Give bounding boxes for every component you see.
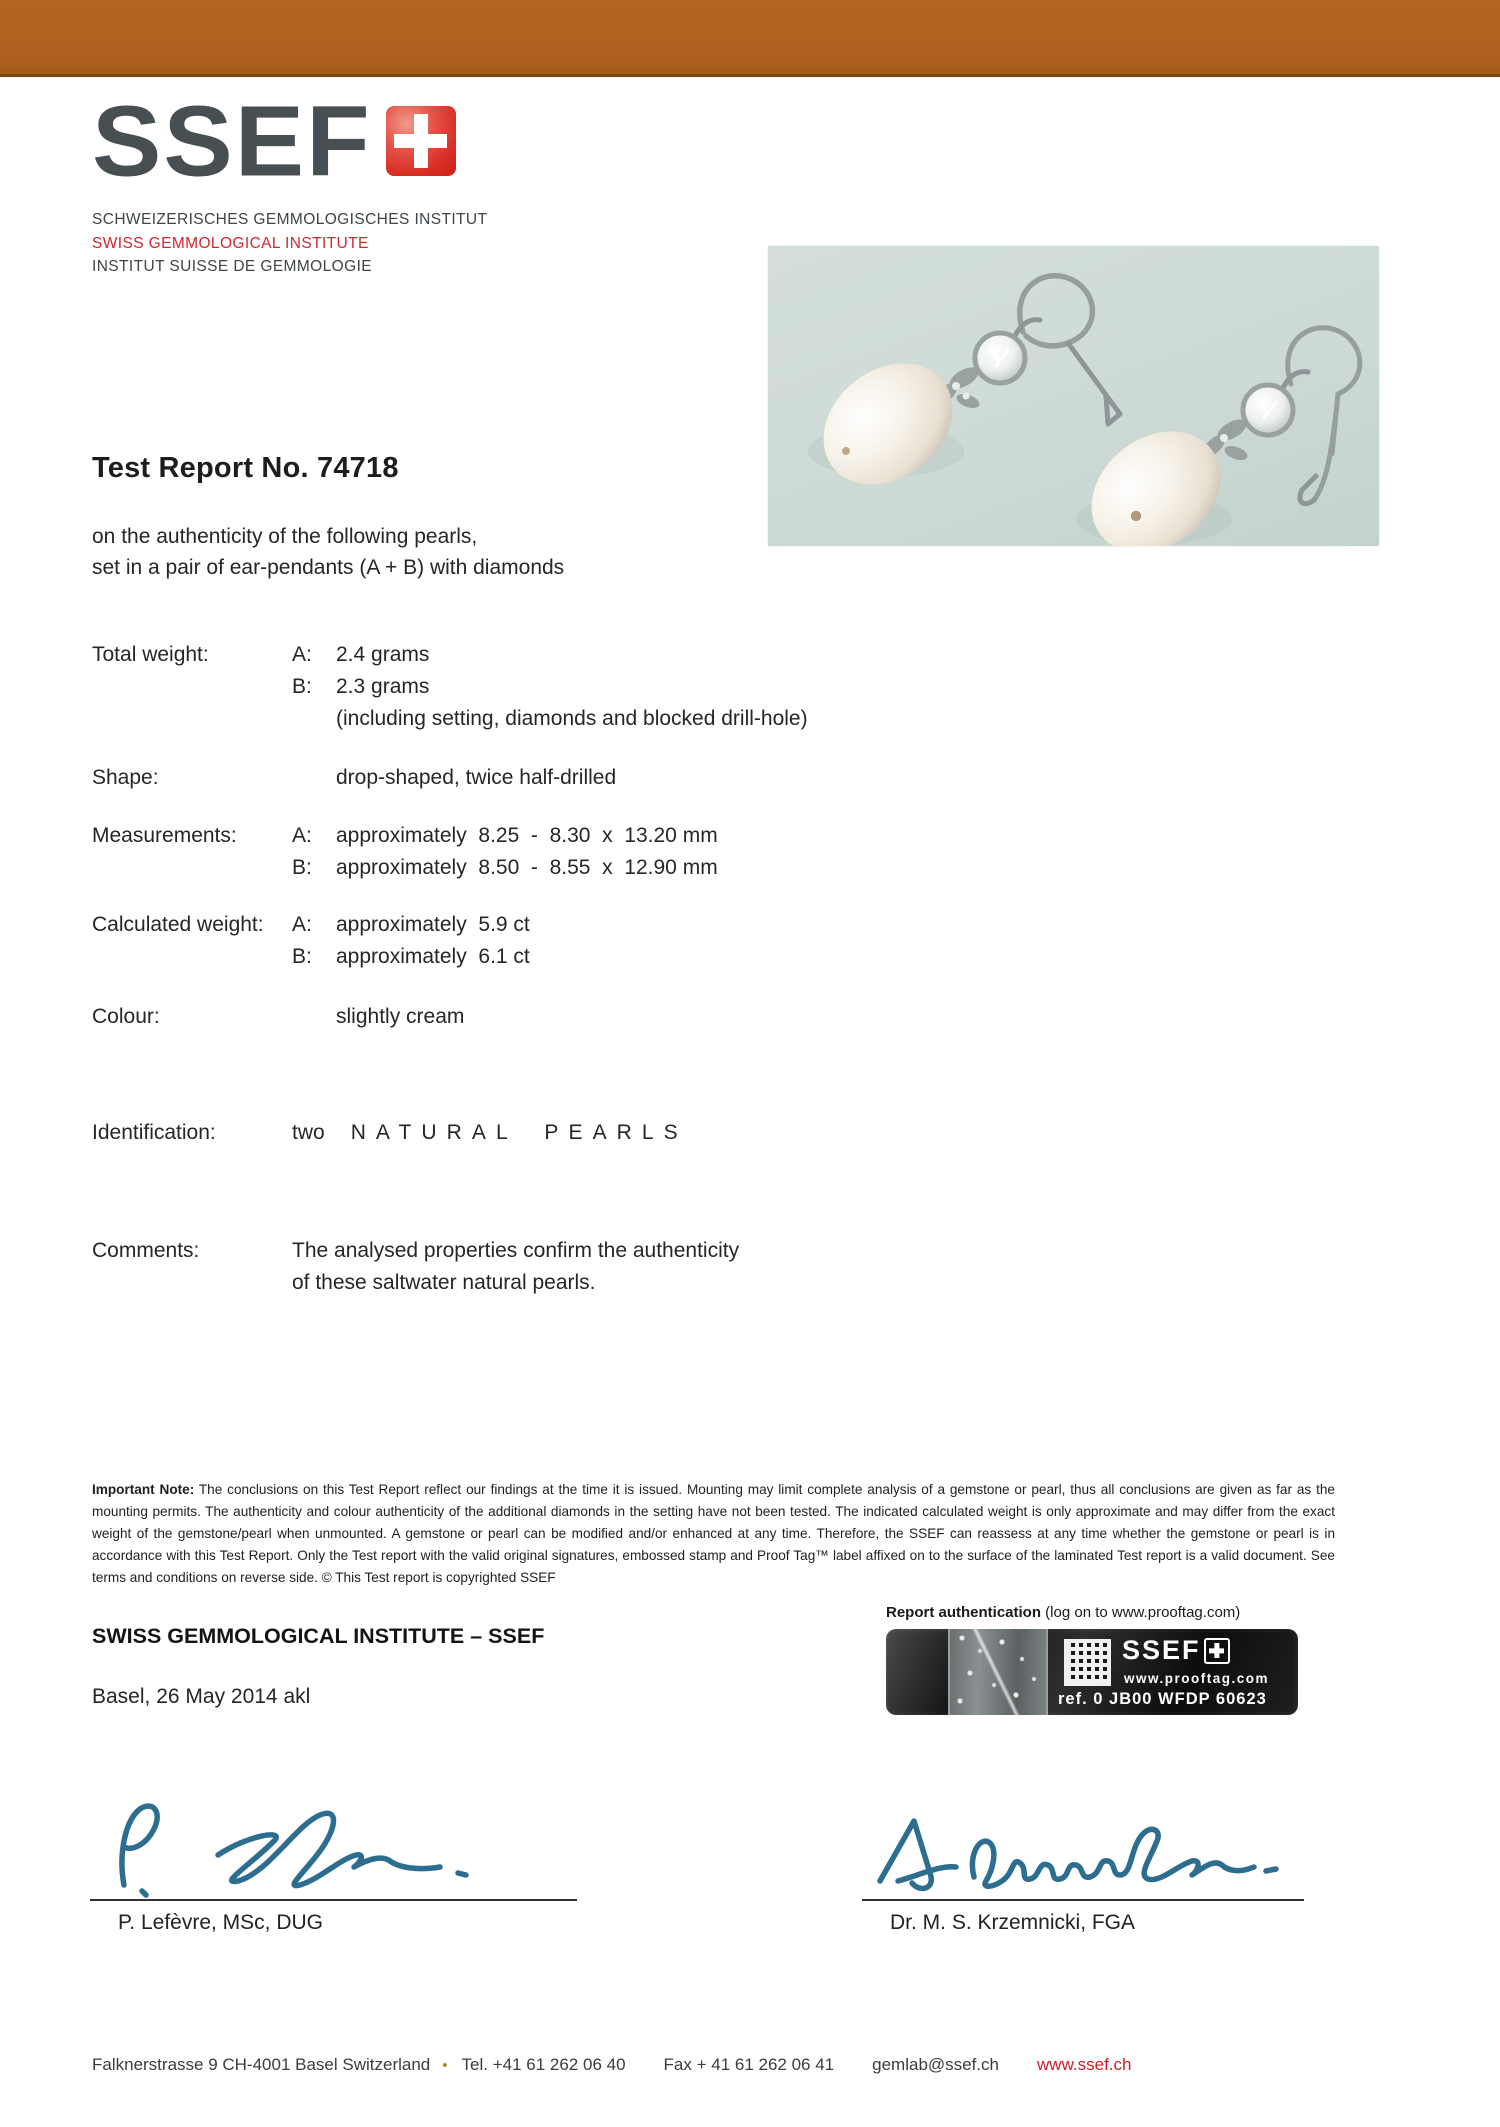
sticker-swiss-cross-icon xyxy=(1204,1638,1230,1664)
signature-ink-right xyxy=(862,1793,1304,1905)
signature-ink-left xyxy=(90,1793,577,1905)
org-line-french: INSTITUT SUISSE DE GEMMOLOGIE xyxy=(92,258,373,275)
important-note-label: Important Note: xyxy=(92,1482,195,1497)
report-body xyxy=(92,452,1342,1299)
authentication-label: Report authentication xyxy=(886,1604,1042,1621)
important-note-text: The conclusions on this Test Report reflect our findings at the time it is issued. Mounting may limit complete analysis of a gemstone or pearl, thus all conclusions are given as far as the mounting permits. The authenticity and colour authenticity of the additional diamonds in the setting have not been tested. The indicated calculated weight is only approximate and may differ from the exact weight of the gemstone/pearl when unmounted. A gemstone or pearl can be modified and/or enhanced at any time. Therefore, the SSEF can reassess at any time whether the gemstone or pearl is in accordance with this Test Report. Only the Test report with the valid original signatures, embossed stamp and Proof Tag™ label affixed on to the surface of the laminated Test report is a valid document. See terms and conditions on reverse side. © This Test report is copyrighted SSEF xyxy=(92,1482,1335,1585)
signature-line-left xyxy=(90,1899,577,1901)
footer-website-link[interactable]: www.ssef.ch xyxy=(1037,2055,1132,2074)
header xyxy=(92,86,488,279)
signatory-name-right: Dr. M. S. Krzemnicki, FGA xyxy=(890,1911,1136,1934)
footer-contact-line xyxy=(92,2055,1452,2075)
institute-line: SWISS GEMMOLOGICAL INSTITUTE – SSEF xyxy=(92,1624,545,1648)
spec-row-measurements: Measurements: A: approximately 8.25 - 8.30 x 13.20 mm B: approximately 8.50 - 8.55 x 12.90 mm xyxy=(92,824,718,879)
top-orange-band xyxy=(0,0,1500,77)
report-title: Test Report No. 74718 xyxy=(92,452,399,484)
spec-row-calculated-weight: Calculated weight: A: approximately 5.9 ct B: approximately 6.1 ct xyxy=(92,913,530,968)
ssef-logo-text: SSEF xyxy=(92,86,372,198)
org-line-english: SWISS GEMMOLOGICAL INSTITUTE xyxy=(92,234,369,252)
intro-line-2: set in a pair of ear-pendants (A + B) with diamonds xyxy=(92,556,565,579)
spec-row-identification: Identification: two NATURAL PEARLS xyxy=(92,1117,1342,1149)
datamatrix-code xyxy=(1064,1639,1111,1686)
signature-block-right xyxy=(862,1793,1304,1935)
spec-row-colour: Colour: slightly cream xyxy=(92,1005,465,1028)
identification-count: two xyxy=(292,1121,325,1144)
signature-block-left xyxy=(90,1793,577,1935)
swiss-cross-icon xyxy=(386,106,456,176)
sticker-ref-number: ref. 0 JB00 WFDP 60623 xyxy=(1058,1690,1267,1708)
footer-fax: Fax + 41 61 262 06 41 xyxy=(663,2055,835,2074)
prooftag-sticker xyxy=(886,1629,1298,1715)
sticker-brand-text: SSEF xyxy=(1122,1635,1201,1665)
footer-email[interactable]: gemlab@ssef.ch xyxy=(872,2055,1000,2074)
identification-result: NATURAL PEARLS xyxy=(350,1121,688,1144)
authentication-sublabel: (log on to www.prooftag.com) xyxy=(1041,1604,1241,1621)
sticker-url: www.prooftag.com xyxy=(1124,1671,1269,1686)
signature-line-right xyxy=(862,1899,1304,1901)
report-authentication xyxy=(886,1604,1316,1715)
footer-tel: Tel. +41 61 262 06 40 xyxy=(461,2055,626,2074)
footer-separator-dot: • xyxy=(442,2057,448,2074)
org-line-german: SCHWEIZERISCHES GEMMOLOGISCHES INSTITUT xyxy=(92,211,488,228)
footer-address: Falknerstrasse 9 CH-4001 Basel Switzerland xyxy=(92,2055,431,2074)
spec-row-shape: Shape: drop-shaped, twice half-drilled xyxy=(92,766,617,789)
date-line: Basel, 26 May 2014 akl xyxy=(92,1685,311,1708)
spec-row-total-weight: Total weight: A: 2.4 grams B: 2.3 grams (including setting, diamonds and blocked drill-hole) xyxy=(92,643,808,730)
signatory-name-left: P. Lefèvre, MSc, DUG xyxy=(118,1911,324,1934)
important-note xyxy=(92,1479,1335,1589)
bubble-tag-strip xyxy=(948,1629,1048,1715)
intro-line-1: on the authenticity of the following pearls, xyxy=(92,525,478,548)
spec-row-comments: Comments: The analysed properties confirm the authenticity of these saltwater natural pearls. xyxy=(92,1239,740,1294)
